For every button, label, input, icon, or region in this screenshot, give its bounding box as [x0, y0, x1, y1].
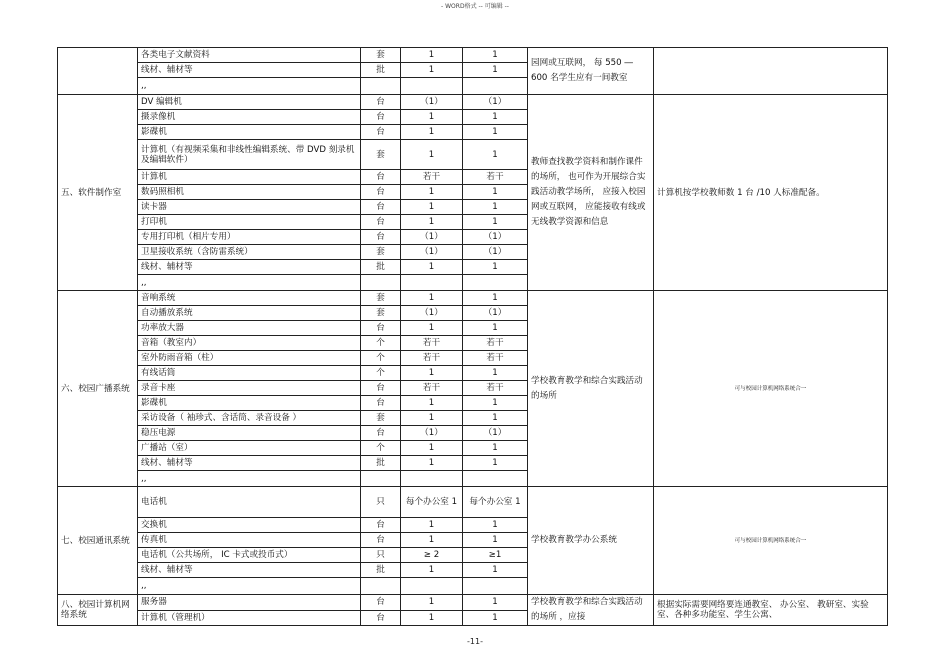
- quantity-b-cell: 1: [463, 366, 528, 381]
- quantity-b-cell: （1）: [463, 426, 528, 441]
- quantity-b-cell: 1: [463, 185, 528, 200]
- quantity-b-cell: 1: [463, 291, 528, 306]
- equipment-table: [57, 47, 888, 626]
- unit-cell: 套: [361, 48, 401, 63]
- unit-cell: 台: [361, 396, 401, 411]
- quantity-a-cell: 1: [401, 321, 463, 336]
- category-cell: 八、校园计算机网络系统: [58, 595, 138, 626]
- quantity-a-cell: [401, 78, 463, 95]
- quantity-b-cell: 1: [463, 125, 528, 140]
- category-cell: 五、软件制作室: [58, 95, 138, 291]
- unit-cell: 只: [361, 487, 401, 518]
- unit-cell: 批: [361, 63, 401, 78]
- quantity-a-cell: 1: [401, 610, 463, 626]
- table-row: [58, 291, 888, 306]
- quantity-b-cell: 1: [463, 200, 528, 215]
- quantity-b-cell: 1: [463, 48, 528, 63]
- item-name-cell: 线材、辅材等: [138, 260, 361, 275]
- unit-cell: 套: [361, 291, 401, 306]
- unit-cell: [361, 275, 401, 291]
- table-row: [58, 595, 888, 611]
- page-header: - WORD格式 -- 可编辑 --: [441, 3, 509, 10]
- table-row: [58, 95, 888, 110]
- item-name-cell: 线材、辅材等: [138, 563, 361, 578]
- quantity-a-cell: （1）: [401, 230, 463, 245]
- quantity-b-cell: 若干: [463, 170, 528, 185]
- item-name-cell: 交换机: [138, 518, 361, 533]
- item-name-cell: ,,: [138, 471, 361, 487]
- quantity-b-cell: 每个办公室 1: [463, 487, 528, 518]
- unit-cell: 批: [361, 563, 401, 578]
- quantity-a-cell: ≥ 2: [401, 548, 463, 563]
- quantity-b-cell: 1: [463, 533, 528, 548]
- item-name-cell: 电话机（公共场所， IC 卡式或投币式）: [138, 548, 361, 563]
- remark-cell: [654, 48, 888, 95]
- item-name-cell: 功率放大器: [138, 321, 361, 336]
- quantity-b-cell: [463, 78, 528, 95]
- quantity-a-cell: 1: [401, 110, 463, 125]
- item-name-cell: 专用打印机（相片专用）: [138, 230, 361, 245]
- item-name-cell: 自动播放系统: [138, 306, 361, 321]
- item-name-cell: 室外防雨音箱（柱）: [138, 351, 361, 366]
- unit-cell: 台: [361, 125, 401, 140]
- remark-cell: 可与校园计算机网络系统合一: [654, 487, 888, 595]
- quantity-a-cell: 每个办公室 1: [401, 487, 463, 518]
- quantity-a-cell: （1）: [401, 306, 463, 321]
- unit-cell: 台: [361, 185, 401, 200]
- unit-cell: 批: [361, 260, 401, 275]
- unit-cell: 台: [361, 215, 401, 230]
- quantity-b-cell: 1: [463, 215, 528, 230]
- quantity-a-cell: 1: [401, 366, 463, 381]
- usage-cell: 园网或互联网， 每 550 ― 600 名学生应有一间教室: [528, 48, 654, 95]
- quantity-a-cell: 1: [401, 200, 463, 215]
- unit-cell: 台: [361, 595, 401, 611]
- item-name-cell: 录音卡座: [138, 381, 361, 396]
- quantity-b-cell: 1: [463, 411, 528, 426]
- unit-cell: 台: [361, 381, 401, 396]
- unit-cell: 批: [361, 456, 401, 471]
- unit-cell: 套: [361, 411, 401, 426]
- unit-cell: 套: [361, 140, 401, 170]
- quantity-a-cell: （1）: [401, 95, 463, 110]
- quantity-b-cell: 1: [463, 595, 528, 611]
- unit-cell: 套: [361, 306, 401, 321]
- quantity-a-cell: 1: [401, 441, 463, 456]
- item-name-cell: 卫星接收系统（含防雷系统）: [138, 245, 361, 260]
- item-name-cell: 线材、辅材等: [138, 63, 361, 78]
- item-name-cell: 影碟机: [138, 396, 361, 411]
- category-cell: 六、校园广播系统: [58, 291, 138, 487]
- quantity-b-cell: 1: [463, 610, 528, 626]
- item-name-cell: 线材、辅材等: [138, 456, 361, 471]
- quantity-a-cell: 1: [401, 63, 463, 78]
- item-name-cell: ,,: [138, 275, 361, 291]
- quantity-b-cell: 若干: [463, 381, 528, 396]
- quantity-a-cell: 1: [401, 260, 463, 275]
- quantity-a-cell: 1: [401, 411, 463, 426]
- quantity-a-cell: 1: [401, 125, 463, 140]
- item-name-cell: 电话机: [138, 487, 361, 518]
- usage-cell: 学校教育教学办公系统: [528, 487, 654, 595]
- quantity-b-cell: 1: [463, 140, 528, 170]
- page-number: -11-: [467, 637, 483, 646]
- quantity-b-cell: 1: [463, 321, 528, 336]
- unit-cell: 个: [361, 336, 401, 351]
- table-row: [58, 48, 888, 63]
- quantity-a-cell: 1: [401, 396, 463, 411]
- unit-cell: 台: [361, 518, 401, 533]
- quantity-a-cell: （1）: [401, 245, 463, 260]
- item-name-cell: 有线话筒: [138, 366, 361, 381]
- unit-cell: 个: [361, 351, 401, 366]
- unit-cell: 个: [361, 366, 401, 381]
- usage-cell: 学校教育教学和综合实践活动的场所: [528, 291, 654, 487]
- unit-cell: [361, 471, 401, 487]
- quantity-a-cell: 1: [401, 140, 463, 170]
- quantity-b-cell: 1: [463, 260, 528, 275]
- quantity-b-cell: 1: [463, 396, 528, 411]
- category-cell: [58, 48, 138, 95]
- quantity-a-cell: 若干: [401, 381, 463, 396]
- unit-cell: [361, 578, 401, 595]
- quantity-a-cell: 1: [401, 533, 463, 548]
- unit-cell: 台: [361, 533, 401, 548]
- item-name-cell: 传真机: [138, 533, 361, 548]
- remark-cell: 可与校园计算机网络系统合一: [654, 291, 888, 487]
- item-name-cell: 摄录像机: [138, 110, 361, 125]
- quantity-a-cell: 1: [401, 215, 463, 230]
- quantity-b-cell: 1: [463, 456, 528, 471]
- unit-cell: 只: [361, 548, 401, 563]
- quantity-a-cell: 1: [401, 185, 463, 200]
- item-name-cell: 稳压电源: [138, 426, 361, 441]
- quantity-a-cell: 若干: [401, 336, 463, 351]
- quantity-b-cell: [463, 578, 528, 595]
- unit-cell: 台: [361, 321, 401, 336]
- quantity-b-cell: （1）: [463, 95, 528, 110]
- quantity-b-cell: 1: [463, 110, 528, 125]
- quantity-a-cell: [401, 275, 463, 291]
- quantity-a-cell: 1: [401, 518, 463, 533]
- quantity-b-cell: （1）: [463, 230, 528, 245]
- item-name-cell: 计算机: [138, 170, 361, 185]
- item-name-cell: 服务器: [138, 595, 361, 611]
- remark-cell: 根据实际需要网络要连通教室、 办公室、 教研室、实验室、各种多功能室、学生公寓、: [654, 595, 888, 626]
- item-name-cell: 打印机: [138, 215, 361, 230]
- unit-cell: 台: [361, 610, 401, 626]
- quantity-a-cell: 1: [401, 48, 463, 63]
- quantity-b-cell: 1: [463, 518, 528, 533]
- quantity-a-cell: 1: [401, 456, 463, 471]
- quantity-b-cell: （1）: [463, 306, 528, 321]
- quantity-b-cell: 1: [463, 441, 528, 456]
- quantity-b-cell: [463, 471, 528, 487]
- item-name-cell: ,,: [138, 78, 361, 95]
- item-name-cell: 影碟机: [138, 125, 361, 140]
- item-name-cell: ,,: [138, 578, 361, 595]
- unit-cell: 台: [361, 170, 401, 185]
- table-row: [58, 487, 888, 518]
- quantity-a-cell: [401, 578, 463, 595]
- item-name-cell: 广播站（室）: [138, 441, 361, 456]
- item-name-cell: DV 编辑机: [138, 95, 361, 110]
- quantity-a-cell: （1）: [401, 426, 463, 441]
- unit-cell: 台: [361, 95, 401, 110]
- quantity-b-cell: 1: [463, 563, 528, 578]
- category-cell: 七、校园通讯系统: [58, 487, 138, 595]
- quantity-b-cell: 若干: [463, 351, 528, 366]
- item-name-cell: 计算机（管理机）: [138, 610, 361, 626]
- unit-cell: 个: [361, 441, 401, 456]
- quantity-b-cell: 若干: [463, 336, 528, 351]
- quantity-a-cell: 1: [401, 291, 463, 306]
- unit-cell: [361, 78, 401, 95]
- quantity-b-cell: （1）: [463, 245, 528, 260]
- remark-cell: 计算机按学校教师数 1 台 /10 人标准配备。: [654, 95, 888, 291]
- unit-cell: 台: [361, 200, 401, 215]
- unit-cell: 台: [361, 230, 401, 245]
- usage-cell: 学校教育教学和综合实践活动的场所 ，应接: [528, 595, 654, 626]
- quantity-b-cell: [463, 275, 528, 291]
- unit-cell: 台: [361, 110, 401, 125]
- item-name-cell: 采访设备（ 袖珍式、含话筒、录音设备 ）: [138, 411, 361, 426]
- unit-cell: 套: [361, 245, 401, 260]
- quantity-a-cell: 若干: [401, 351, 463, 366]
- item-name-cell: 音箱（教室内）: [138, 336, 361, 351]
- quantity-b-cell: 1: [463, 63, 528, 78]
- unit-cell: 台: [361, 426, 401, 441]
- item-name-cell: 数码照相机: [138, 185, 361, 200]
- item-name-cell: 各类电子文献资料: [138, 48, 361, 63]
- quantity-a-cell: 1: [401, 595, 463, 611]
- item-name-cell: 音响系统: [138, 291, 361, 306]
- item-name-cell: 读卡器: [138, 200, 361, 215]
- item-name-cell: 计算机（有视频采集和非线性编辑系统、带 DVD 刻录机及编辑软件）: [138, 140, 361, 170]
- quantity-a-cell: 1: [401, 563, 463, 578]
- quantity-a-cell: 若干: [401, 170, 463, 185]
- usage-cell: 教师查找教学资料和制作课件的场所， 也可作为开展综合实践活动教学场所， 应接入校园网或互联网， 应能接收有线或无线教学资源和信息: [528, 95, 654, 291]
- quantity-a-cell: [401, 471, 463, 487]
- quantity-b-cell: ≥1: [463, 548, 528, 563]
